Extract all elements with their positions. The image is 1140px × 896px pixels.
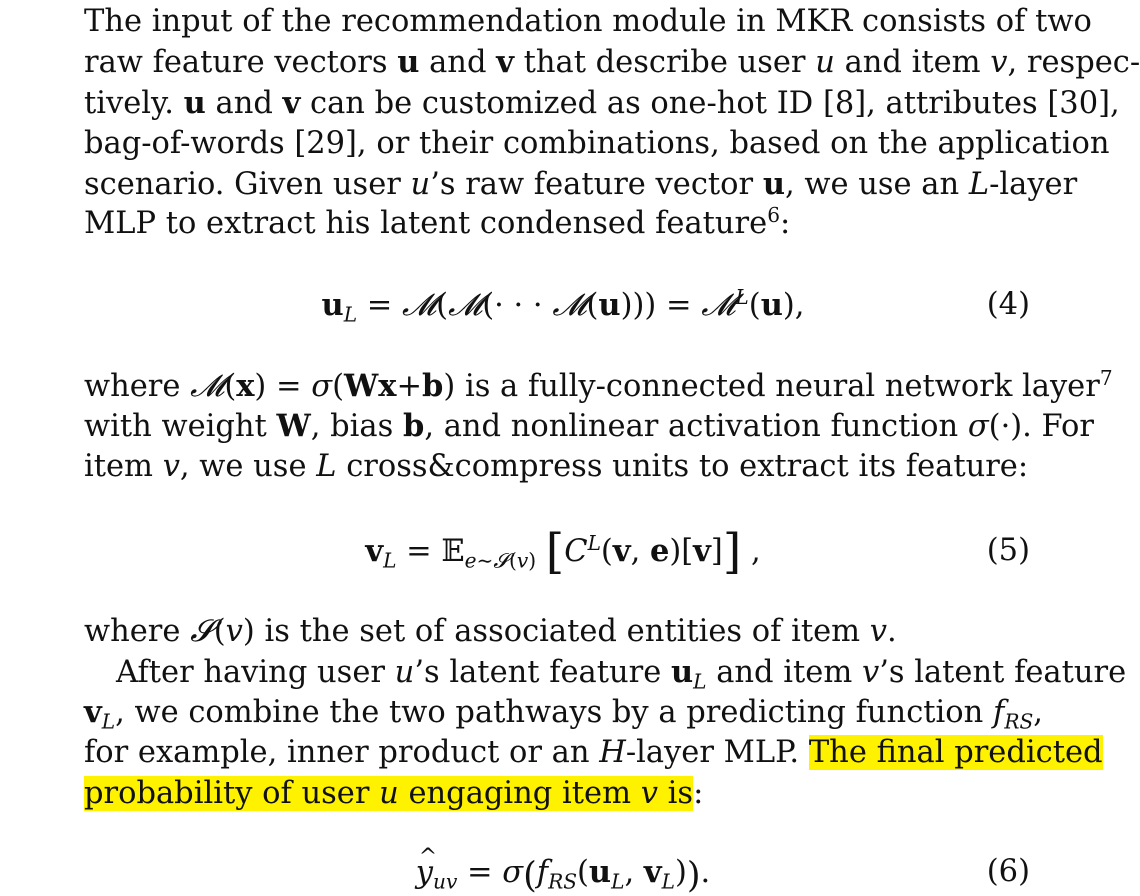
paragraph-2-line-1 (84, 365, 1113, 407)
math-v: v (861, 655, 880, 690)
math-W: W (276, 408, 311, 444)
equation-number: (5) (986, 533, 1030, 568)
text: : (779, 206, 791, 241)
math-b: b (402, 408, 425, 444)
text: -layer MLP. (625, 735, 800, 770)
math-u: u (183, 85, 206, 121)
text: tively. (84, 86, 174, 121)
text: -layer (989, 167, 1078, 202)
text: bag-of-words [29], or their combinations, based on the application (84, 126, 1110, 161)
math-u: u (410, 167, 431, 202)
text: is the set of associated entities of item (264, 614, 861, 649)
text: can be customized as one-hot ID [8], attributes [30], (310, 86, 1120, 121)
equation-number: (4) (986, 287, 1030, 322)
math-u: u (762, 166, 785, 202)
text: , we combine the two pathways by a predicting function (115, 695, 984, 730)
math-v-L: $v_L$ (84, 694, 116, 734)
text: with weight (84, 409, 267, 444)
paragraph-1-line-3 (84, 83, 1120, 124)
text: for example, inner product or an (84, 735, 590, 770)
text: . For (1022, 409, 1094, 444)
math-v: v (282, 85, 301, 121)
text: The input of the recommendation module in MKR consists of two (84, 4, 1092, 39)
footnote-marker[interactable]: 7 (1099, 365, 1113, 390)
text: ’s latent feature (879, 655, 1127, 690)
text: ’s latent feature (414, 655, 662, 690)
math-u: u (815, 45, 835, 80)
math-u: u (394, 655, 415, 690)
text: where (84, 614, 181, 649)
text: and (429, 45, 487, 80)
highlighted-text: The final predicted (808, 735, 1103, 770)
text: , and nonlinear activation function (424, 409, 959, 444)
math-v: v (496, 44, 514, 80)
text: is (667, 776, 694, 811)
math-u: u (379, 776, 399, 811)
text: and item (716, 655, 853, 690)
paragraph-2-line-3 (84, 447, 1030, 487)
math-H: H (599, 735, 626, 770)
math-inline: 𝓜(x) = σ(Wx+b) (190, 368, 456, 404)
text: , we use (179, 449, 307, 484)
math-L: L (316, 449, 337, 484)
paragraph-1-line-1 (84, 2, 1092, 42)
text: is a fully-connected neural network layer (464, 369, 1100, 404)
paragraph-1-line-2 (84, 42, 1140, 83)
text: and (215, 86, 273, 121)
text: MLP to extract his latent condensed feature (84, 206, 768, 241)
text: After having user (116, 655, 385, 690)
paragraph-1-line-4 (84, 124, 1110, 164)
text: scenario. Given user (84, 167, 401, 202)
paragraph-4-line-2 (84, 692, 1043, 734)
math-sigma: σ(·) (967, 409, 1023, 444)
equation-4-body: $u_L$ = 𝓜(𝓜(· · · 𝓜(u))) = 𝓜$^L$(u), (321, 284, 805, 327)
math-v: v (640, 776, 658, 811)
text: : (693, 776, 704, 811)
math-u-L: $u_L$ (670, 654, 707, 694)
math-u: u (397, 44, 420, 80)
math-v: v (162, 449, 180, 484)
text: probability of user (84, 776, 370, 811)
text: , respec- (1007, 45, 1140, 80)
text: that describe user (523, 45, 806, 80)
footnote-marker[interactable]: 6 (767, 202, 780, 227)
equation-number: (6) (986, 854, 1030, 889)
paragraph-1-line-5 (84, 164, 1078, 205)
equation-5-body: $v_L$ = 𝔼$_{e\sim 𝓢(v)}$ [$C^L(v$, e)[v]] , (365, 524, 761, 580)
text: where (84, 369, 181, 404)
text: and item (844, 45, 981, 80)
paragraph-4-line-4 (84, 774, 1030, 814)
math-v: v (990, 45, 1008, 80)
math-S-of-v: 𝓢(v) (190, 614, 255, 649)
text: ’s raw feature vector (430, 167, 754, 202)
paragraph-3-line-1 (84, 612, 1030, 652)
paragraph-2-line-2 (84, 406, 1094, 447)
text: , bias (310, 409, 394, 444)
text: , we use an (785, 167, 960, 202)
text: raw feature vectors (84, 45, 388, 80)
paragraph-1-line-6 (84, 204, 1030, 244)
text: item (84, 449, 153, 484)
text: . (887, 614, 897, 649)
paragraph-4-line-3 (84, 733, 1103, 773)
equation-6-body: ^ $y_{uv} = \sigma(f_{RS}(u_L$, $v_L$)). (0, 852, 1126, 893)
text: , (1033, 695, 1043, 730)
paragraph-4-line-1 (116, 652, 1127, 694)
math-f-RS: $f_{RS}$ (993, 695, 1034, 734)
highlighted-text (84, 776, 693, 811)
math-v: v (869, 614, 888, 649)
text: cross&compress units to extract its feature: (346, 449, 1029, 484)
text: engaging item (408, 776, 632, 811)
math-L: L (968, 167, 990, 202)
